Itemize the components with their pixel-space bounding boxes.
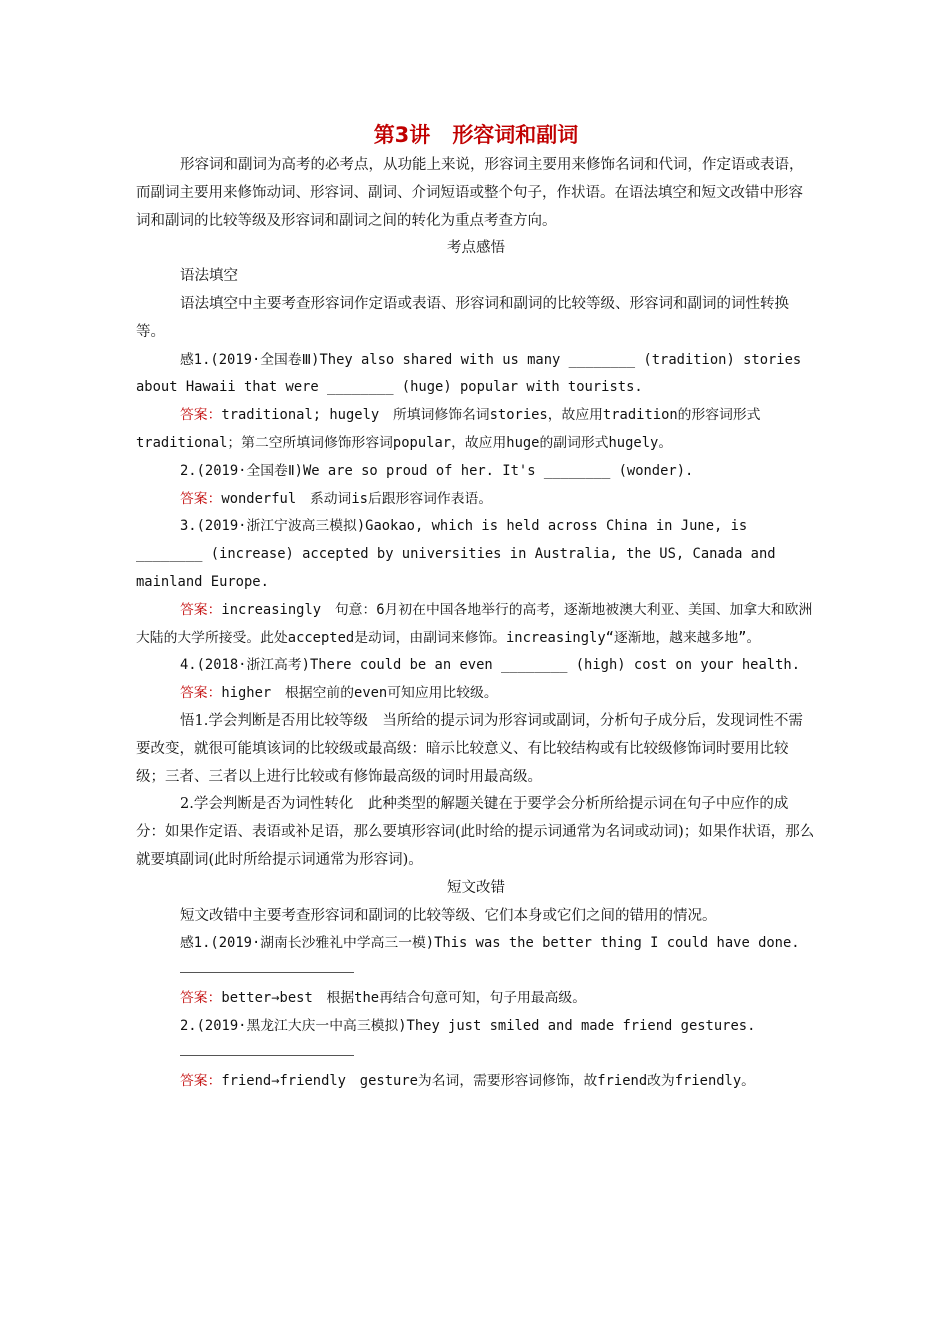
- page-title: [136, 118, 816, 152]
- grammar-answer-1: [136, 402, 816, 458]
- answer-label: 答案：: [180, 990, 222, 1007]
- grammar-answer-2: [136, 486, 816, 514]
- grammar-description: 语法填空中主要考查形容词作定语或表语、形容词和副词的比较等级、形容词和副词的词性转换等。: [136, 295, 789, 340]
- correction-answer-2: [136, 1068, 816, 1096]
- answer-text: traditional; hugely 所填词修饰名词stories，故应用tradition的形容词形式traditional；第二空所填词修饰形容词popular，故应用huge的副词形式hugely。: [136, 407, 761, 451]
- insight-1: 悟1.学会判断是否用比较等级 当所给的提示词为形容词或副词，分析句子成分后，发现词性不需要改变，就很可能填该词的比较级或最高级：暗示比较意义、有比较结构或有比较级修饰词时要用比较级；三者、三者以上进行比较或有修饰最高级的词时用最高级。: [136, 712, 803, 785]
- section-heading: 考点感悟: [447, 240, 505, 257]
- intro-paragraph: 形容词和副词为高考的必考点，从功能上来说，形容词主要用来修饰名词和代词，作定语或表语，而副词主要用来修饰动词、形容词、副词、介词短语或整个句子，作状语。在语法填空和短文改错中形容词和副词的比较等级及形容词和副词之间的转化为重点考查方向。: [136, 157, 804, 229]
- subsection-heading-correction: 短文改错: [447, 879, 505, 896]
- grammar-answer-3: [136, 597, 816, 653]
- answer-text: better→best 根据the再结合句意可知，句子用最高级。: [221, 990, 587, 1007]
- correction-description: 短文改错中主要考查形容词和副词的比较等级、它们本身或它们之间的错用的情况。: [180, 907, 717, 924]
- lesson-topic: 形容词和副词: [452, 123, 579, 147]
- correction-question-1: 感1.(2019·湖南长沙雅礼中学高三一模)This was the better thing I could have done.: [180, 935, 800, 952]
- answer-text: increasingly 句意：6月初在中国各地举行的高考，逐渐地被澳大利亚、美国、加拿大和欧洲大陆的大学所接受。此处accepted是动词，由副词来修饰。increasingly“逐渐地，越来越多地”。: [136, 601, 813, 646]
- correction-answer-1: [136, 985, 816, 1013]
- answer-text: wonderful 系动词is后跟形容词作表语。: [221, 490, 493, 507]
- answer-label: 答案：: [180, 490, 222, 507]
- grammar-question-3: 3.(2019·浙江宁波高三模拟)Gaokao, which is held across China in June, is ________ (increase) accepted by universities in Australia, the US, Canada and mainland Europe.: [136, 518, 776, 590]
- answer-text: friend→friendly gesture为名词，需要形容词修饰，故friend改为friendly。: [221, 1072, 755, 1089]
- answer-blank-line: [180, 1041, 354, 1056]
- grammar-question-1: 感1.(2019·全国卷Ⅲ)They also shared with us many ________ (tradition) stories about Hawaii that were ________ (huge) popular with tourists.: [136, 351, 802, 396]
- answer-label: 答案：: [180, 1072, 222, 1089]
- answer-label: 答案：: [180, 685, 222, 702]
- insight-2: 2.学会判断是否为词性转化 此种类型的解题关键在于要学会分析所给提示词在句子中应作的成分：如果作定语、表语或补足语，那么要填形容词(此时给的提示词通常为名词或动词)；如果作状语，那么就要填副词(此时所给提示词通常为形容词)。: [136, 796, 815, 868]
- lesson-number: 第3讲: [373, 123, 431, 147]
- grammar-question-4: 4.(2018·浙江高考)There could be an even ________ (high) cost on your health.: [180, 657, 801, 674]
- subsection-heading-grammar: 语法填空: [180, 268, 238, 285]
- answer-text: higher 根据空前的even可知应用比较级。: [221, 685, 498, 702]
- document-page: [136, 118, 816, 1096]
- answer-label: 答案：: [180, 407, 222, 424]
- grammar-question-2: 2.(2019·全国卷Ⅱ)We are so proud of her. It's ________ (wonder).: [180, 462, 694, 479]
- correction-question-2: 2.(2019·黑龙江大庆一中高三模拟)They just smiled and made friend gestures.: [180, 1017, 756, 1034]
- grammar-answer-4: [136, 680, 816, 708]
- answer-label: 答案：: [180, 601, 222, 618]
- answer-blank-line: [180, 958, 354, 973]
